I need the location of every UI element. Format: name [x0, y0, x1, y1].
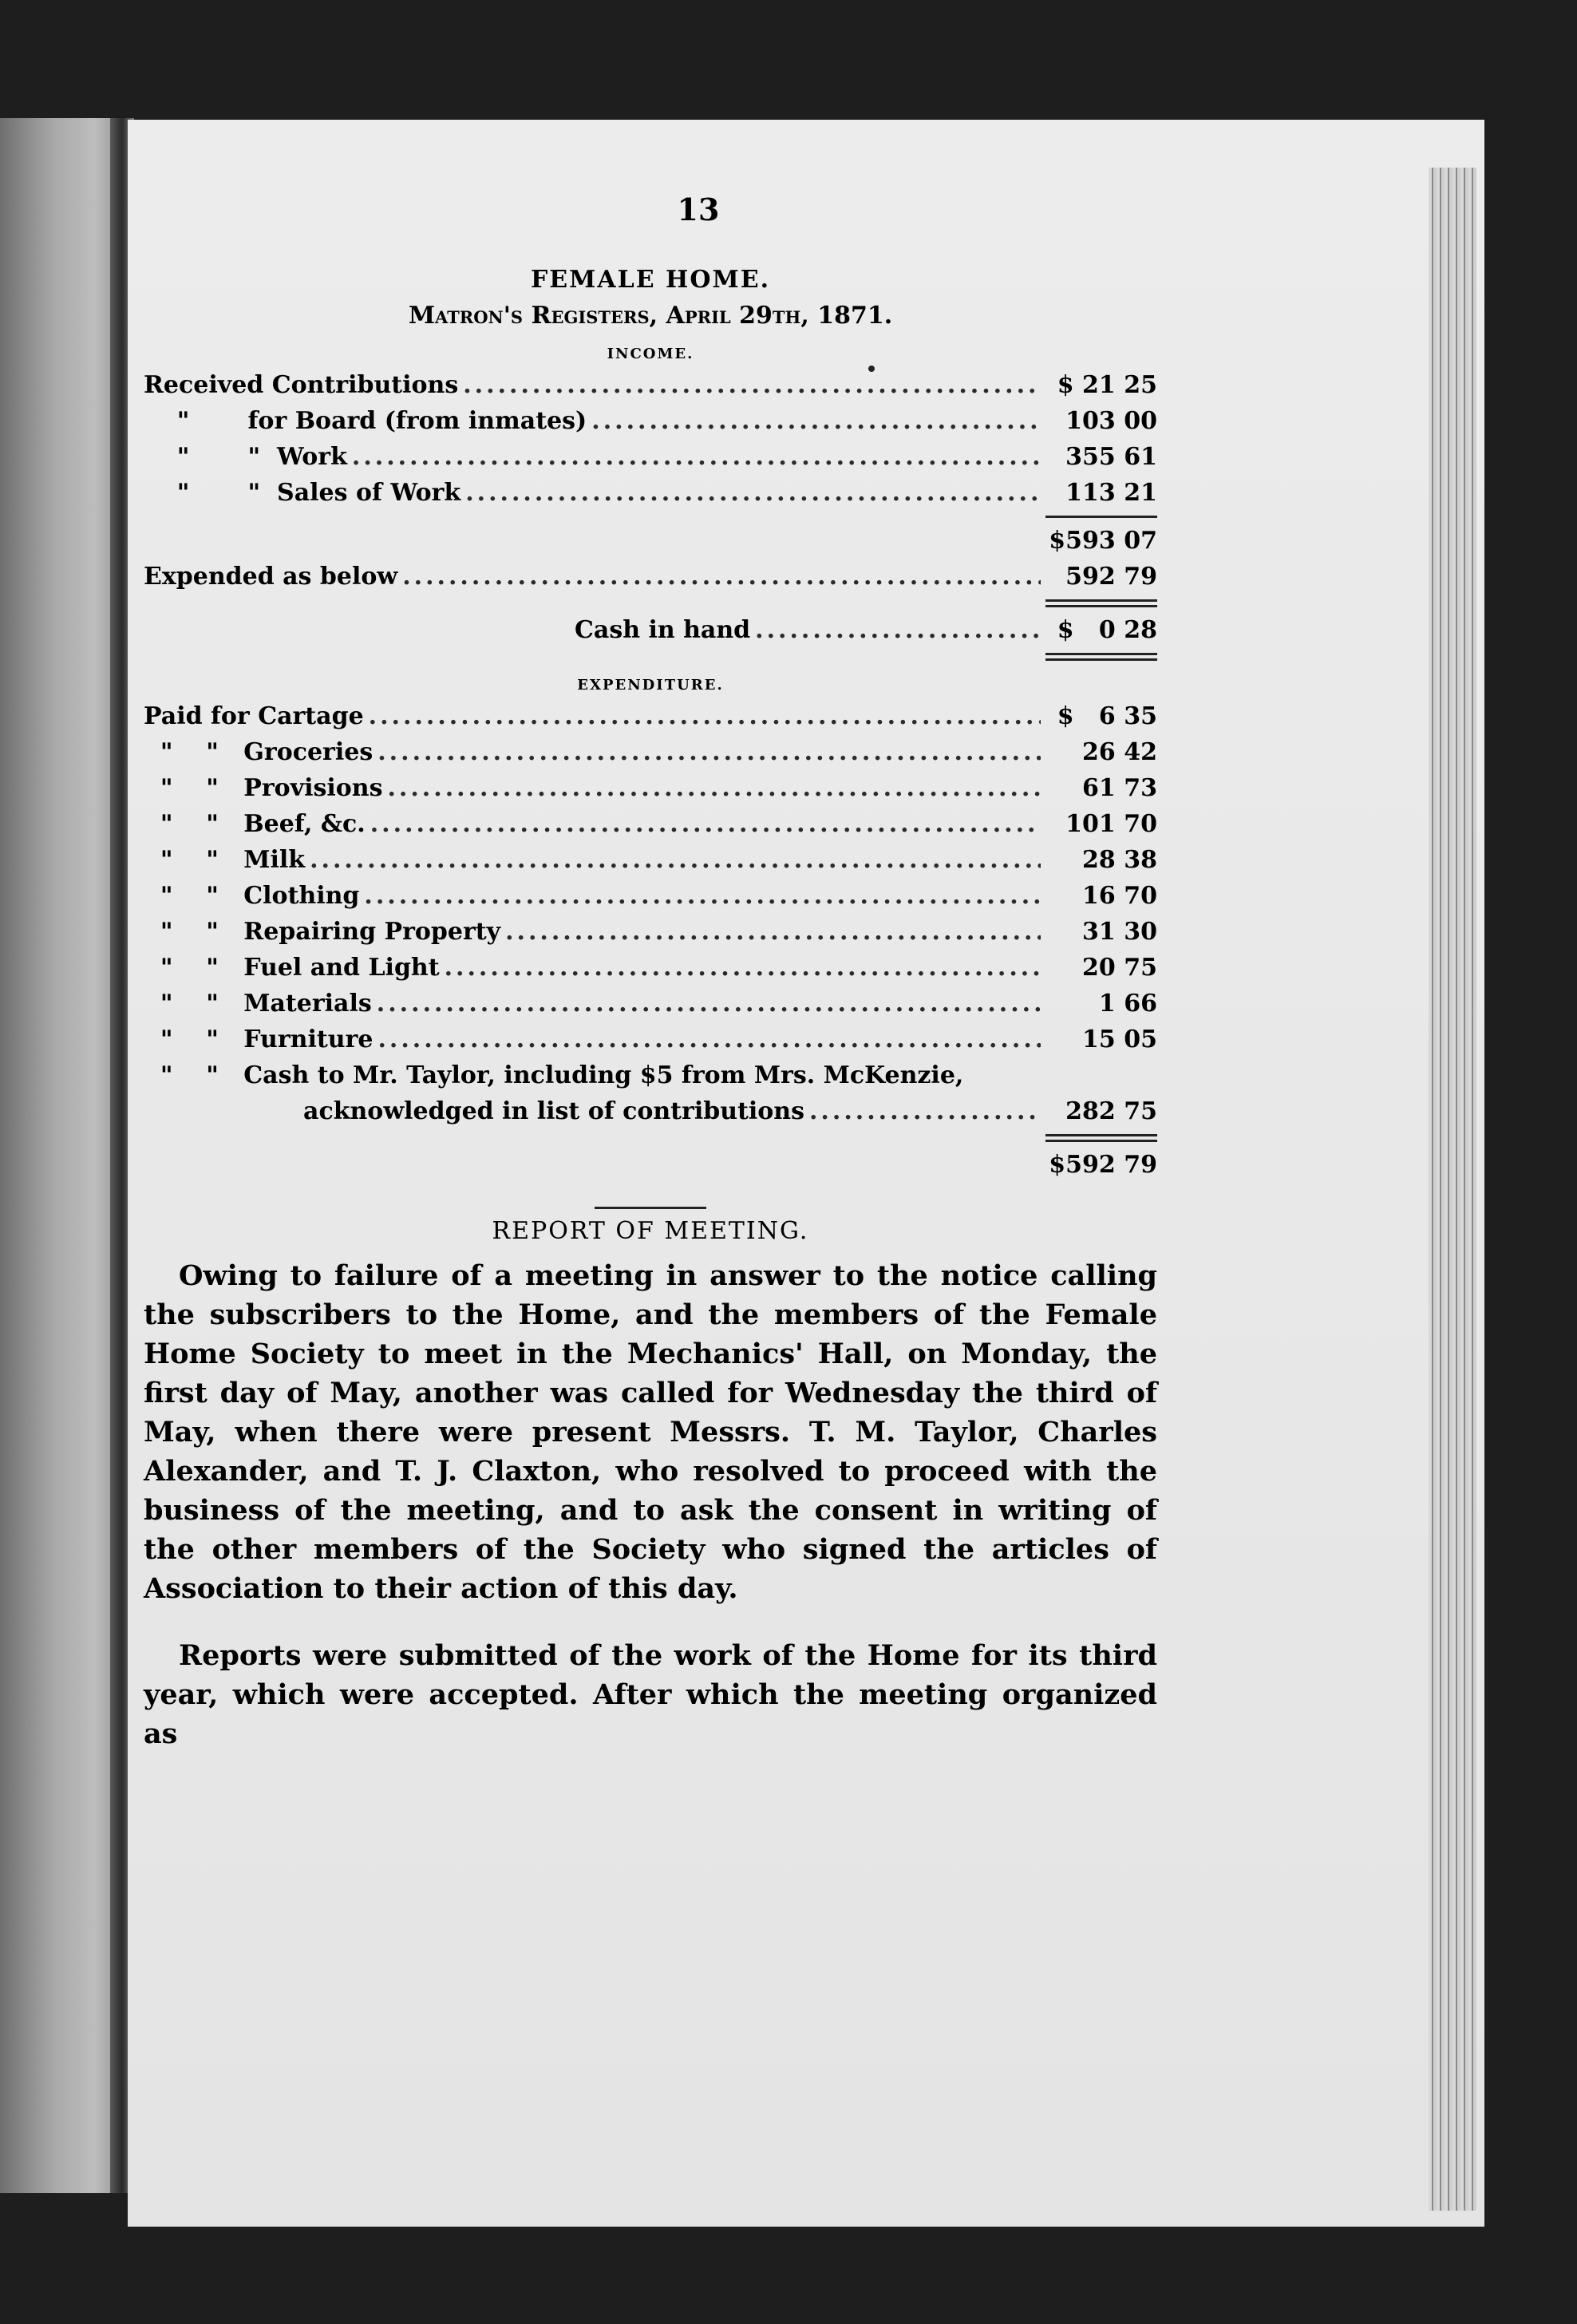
ledger-row	[144, 475, 1157, 511]
row-prefix: " "	[144, 443, 278, 471]
page-content	[144, 192, 1157, 1781]
row-prefix: " "	[144, 738, 244, 766]
ledger-row	[144, 842, 1157, 878]
row-description: Contributions	[271, 371, 459, 399]
row-description: Clothing	[243, 882, 360, 910]
page-number: 13	[677, 192, 720, 227]
row-description: Furniture	[243, 1026, 374, 1053]
row-amount: 101 70	[1065, 810, 1157, 838]
dot-leader	[505, 914, 1041, 950]
row-amount: 31 30	[1082, 918, 1157, 946]
ink-speck	[868, 366, 875, 372]
dot-leader	[463, 367, 1041, 403]
expenditure-total-row	[144, 1147, 1157, 1183]
row-amount: $ 21 25	[1057, 371, 1157, 399]
report-paragraph: Reports were submitted of the work of the Home for its third year, which were accepted. After which the meeting organized as	[144, 1639, 1157, 1750]
dot-leader	[591, 403, 1041, 439]
dot-leader	[352, 439, 1041, 475]
row-prefix: " "	[144, 1026, 244, 1053]
row-amount: 28 38	[1082, 846, 1157, 874]
dot-leader	[369, 698, 1041, 734]
expended-row	[144, 559, 1157, 595]
row-amount: 355 61	[1065, 443, 1157, 471]
row-amount: $ 0 28	[1057, 616, 1157, 644]
row-amount: 26 42	[1082, 738, 1157, 766]
row-description: for Board (from inmates)	[247, 407, 587, 435]
ledger-row	[144, 734, 1157, 770]
row-amount: 61 73	[1082, 774, 1157, 802]
row-prefix: " "	[144, 479, 278, 507]
row-amount: 1 66	[1098, 990, 1157, 1018]
ledger-row	[144, 1093, 1157, 1129]
cash-row	[144, 612, 1157, 648]
row-prefix: "	[144, 407, 248, 435]
section-divider	[595, 1207, 706, 1209]
dot-leader	[377, 986, 1041, 1022]
row-prefix: Received	[144, 371, 272, 399]
dot-leader	[364, 878, 1041, 914]
income-total-row	[144, 523, 1157, 559]
row-prefix: Paid for	[144, 702, 259, 730]
row-prefix: " "	[144, 990, 244, 1018]
ledger-row	[144, 914, 1157, 950]
income-heading: INCOME.	[607, 346, 694, 362]
sum-rule	[1045, 516, 1157, 518]
row-description: Repairing Property	[243, 918, 501, 946]
dot-leader	[402, 559, 1041, 595]
row-prefix: " "	[144, 882, 244, 910]
row-amount: 20 75	[1082, 954, 1157, 982]
ledger-row	[144, 1057, 1157, 1093]
expenditure-total: $592 79	[1049, 1151, 1157, 1179]
row-description: Provisions	[243, 774, 383, 802]
ledger-row	[144, 986, 1157, 1022]
facing-page-edge	[0, 118, 118, 2193]
expenditure-heading: EXPENDITURE.	[577, 677, 724, 694]
row-amount: 592 79	[1065, 563, 1157, 591]
row-prefix: " "	[144, 810, 244, 838]
row-description: Sales of Work	[277, 479, 461, 507]
row-description: Groceries	[243, 738, 374, 766]
row-amount: 282 75	[1065, 1097, 1157, 1125]
row-description: Cash in hand	[575, 616, 751, 644]
row-prefix: " "	[144, 918, 244, 946]
expenditure-ledger	[144, 698, 1157, 1183]
dot-leader	[377, 1022, 1041, 1057]
row-amount: 103 00	[1065, 407, 1157, 435]
ledger-row	[144, 878, 1157, 914]
row-amount: 16 70	[1082, 882, 1157, 910]
dot-leader	[377, 734, 1041, 770]
ledger-row	[144, 950, 1157, 986]
double-rule	[1045, 653, 1157, 661]
dot-leader	[755, 612, 1041, 648]
report-title: REPORT OF MEETING.	[492, 1217, 809, 1245]
row-prefix: " "	[144, 846, 244, 874]
dot-leader	[445, 950, 1041, 986]
row-description: Work	[277, 443, 347, 471]
row-description: Milk	[243, 846, 306, 874]
row-description: acknowledged in list of contributions	[303, 1097, 804, 1125]
row-description: Cartage	[258, 702, 364, 730]
ledger-row	[144, 698, 1157, 734]
ledger-row	[144, 1022, 1157, 1057]
row-amount: $ 6 35	[1057, 702, 1157, 730]
row-prefix: " "	[144, 1061, 244, 1089]
row-amount: 15 05	[1082, 1026, 1157, 1053]
row-amount: 113 21	[1065, 479, 1157, 507]
ledger-row	[144, 403, 1157, 439]
dot-leader	[310, 842, 1041, 878]
ledger-row	[144, 806, 1157, 842]
ledger-row	[144, 439, 1157, 475]
row-description: Fuel and Light	[243, 954, 440, 982]
double-rule	[1045, 599, 1157, 607]
report-paragraph: Owing to failure of a meeting in answer to the notice calling the subscribers to the Home, and the members of the Female Home Society to meet in the Mechanics' Hall, on Monday, the first day of May, another was called for Wednesday the third of May, when there were present Messrs. T. M. Taylor, Charles Alexander, and T. J. Claxton, who resolved to proceed with the business of the meeting, and to ask the consent in writing of the other members of the Society who signed the articles of Association to their action of this day.	[144, 1259, 1157, 1605]
dot-leader	[370, 806, 1041, 842]
page-title: FEMALE HOME.	[530, 266, 771, 294]
dot-leader	[387, 770, 1041, 806]
income-total: $593 07	[1049, 527, 1157, 555]
income-ledger	[144, 367, 1157, 661]
dot-leader	[809, 1093, 1041, 1129]
dot-leader	[465, 475, 1041, 511]
row-prefix: " "	[144, 954, 244, 982]
double-rule	[1045, 1134, 1157, 1142]
row-description: Materials	[243, 990, 372, 1018]
row-description: Beef, &c.	[243, 810, 366, 838]
page-stack-edge	[1429, 168, 1476, 2211]
ledger-row	[144, 367, 1157, 403]
row-description: Expended as below	[144, 563, 398, 591]
page-subtitle: Matron's Registers, April 29th, 1871.	[408, 302, 893, 330]
ledger-row	[144, 770, 1157, 806]
row-description: Cash to Mr. Taylor, including $5 from Mrs. McKenzie,	[243, 1061, 964, 1089]
row-prefix: " "	[144, 774, 244, 802]
